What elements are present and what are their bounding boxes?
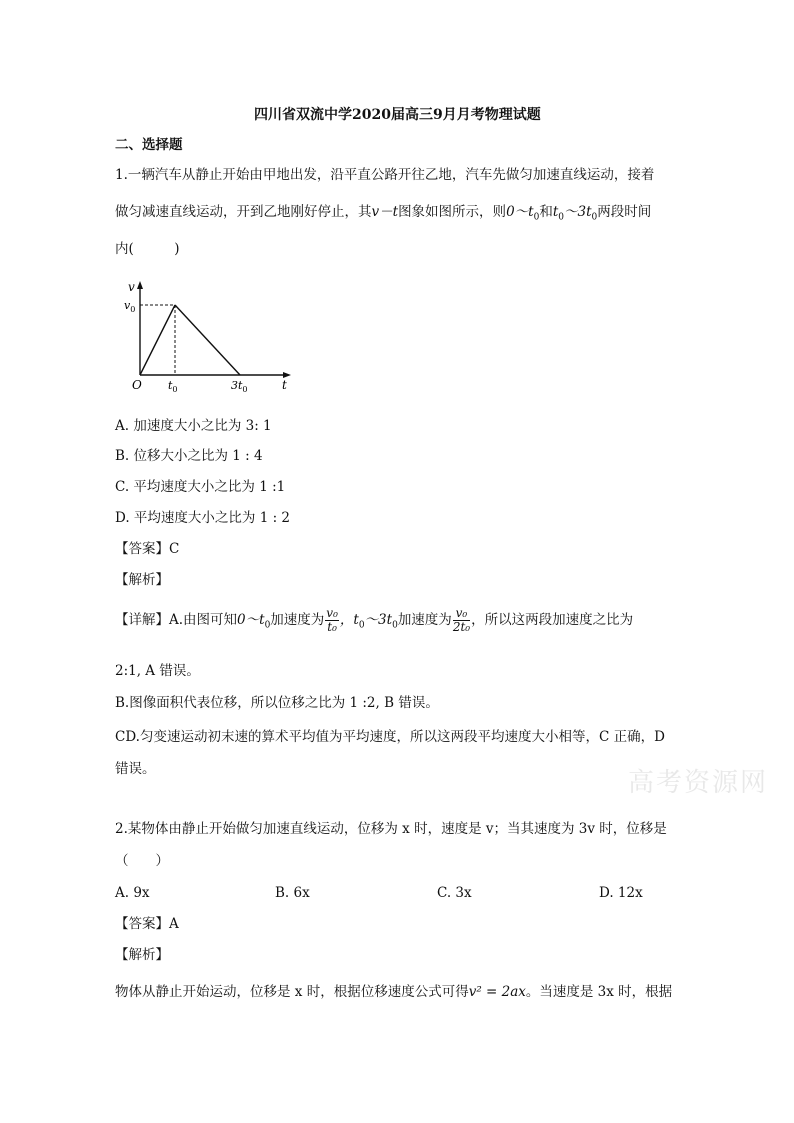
accel-segment (140, 305, 175, 375)
q1-stem-line3: 内( ) (115, 241, 180, 257)
x-axis-label: t (282, 378, 287, 392)
q2-option-a[interactable]: A. 9x (115, 885, 150, 901)
v0-label: $v_0$ (124, 299, 136, 314)
fraction-1: $\frac{\text{v₀}}{\text{t₀}}$ (326, 606, 338, 634)
q1-stem-line1: 1.一辆汽车从静止开始由甲地出发，沿平直公路开往乙地，汽车先做匀加速直线运动，接着 (115, 167, 655, 183)
decel-segment (175, 305, 240, 375)
q1-option-c[interactable]: C. 平均速度大小之比为 1 :1 (115, 479, 286, 495)
vt-graph (115, 277, 300, 402)
page-title: 四川省双流中学2020届高三9月月考物理试题 (254, 107, 541, 123)
q1-option-b[interactable]: B. 位移大小之比为 1 : 4 (115, 448, 263, 464)
q1-stem-line2: 做匀减速直线运动，开到乙地刚好停止，其v－t图象如图所示，则$0\sim t_0$和$t_0\sim 3t_0$两段时间 (115, 204, 652, 223)
watermark: 高考资源网 (628, 768, 769, 798)
origin-label: O (132, 378, 142, 392)
q1-answer: 【答案】C (115, 541, 180, 557)
q2-analysis-label: 【解析】 (115, 947, 169, 963)
q1-detail-line2: 2:1, A 错误。 (115, 663, 200, 679)
q2-answer: 【答案】A (115, 916, 179, 932)
q1-option-d[interactable]: D. 平均速度大小之比为 1 : 2 (115, 510, 291, 526)
q1-option-a[interactable]: A. 加速度大小之比为 3: 1 (115, 418, 272, 434)
q1-detail-line1: 【详解】A.由图可知$0\sim t_0$加速度为 $\frac{\text{v₀}}{\text{t₀}}$ ，$t_0\sim 3t_0$加速度为 $\frac{\text{v₀}}{\text{2t₀}}$ ，所以这两段加速度之比为 (115, 606, 634, 634)
q1-detail-line5: 错误。 (115, 761, 156, 777)
y-axis-arrow (137, 281, 143, 289)
3t0-label: $3t_0$ (231, 379, 248, 394)
section-heading: 二、选择题 (115, 137, 183, 153)
q2-analysis-line1: 物体从静止开始运动，位移是 x 时，根据位移速度公式可得v² = 2ax。当速度是 3x 时，根据 (115, 984, 673, 1000)
q2-stem-line2: （ ） (115, 853, 169, 869)
fraction-2: $\frac{\text{v₀}}{\text{2t₀}}$ (452, 606, 471, 634)
q2-option-c[interactable]: C. 3x (437, 885, 472, 901)
q2-option-b[interactable]: B. 6x (275, 885, 310, 901)
q1-detail-line4: CD.匀变速运动初末速的算术平均值为平均速度，所以这两段平均速度大小相等，C 正确，D (115, 729, 665, 745)
y-axis-label: v (128, 280, 135, 294)
t0-label: $t_0$ (168, 379, 178, 394)
q1-analysis-label: 【解析】 (115, 572, 169, 588)
q1-detail-line3: B.图像面积代表位移，所以位移之比为 1 :2, B 错误。 (115, 695, 439, 711)
q2-stem-line1: 2.某物体由静止开始做匀加速直线运动，位移为 x 时，速度是 v；当其速度为 3v 时，位移是 (115, 821, 667, 837)
q2-option-d[interactable]: D. 12x (599, 885, 643, 901)
